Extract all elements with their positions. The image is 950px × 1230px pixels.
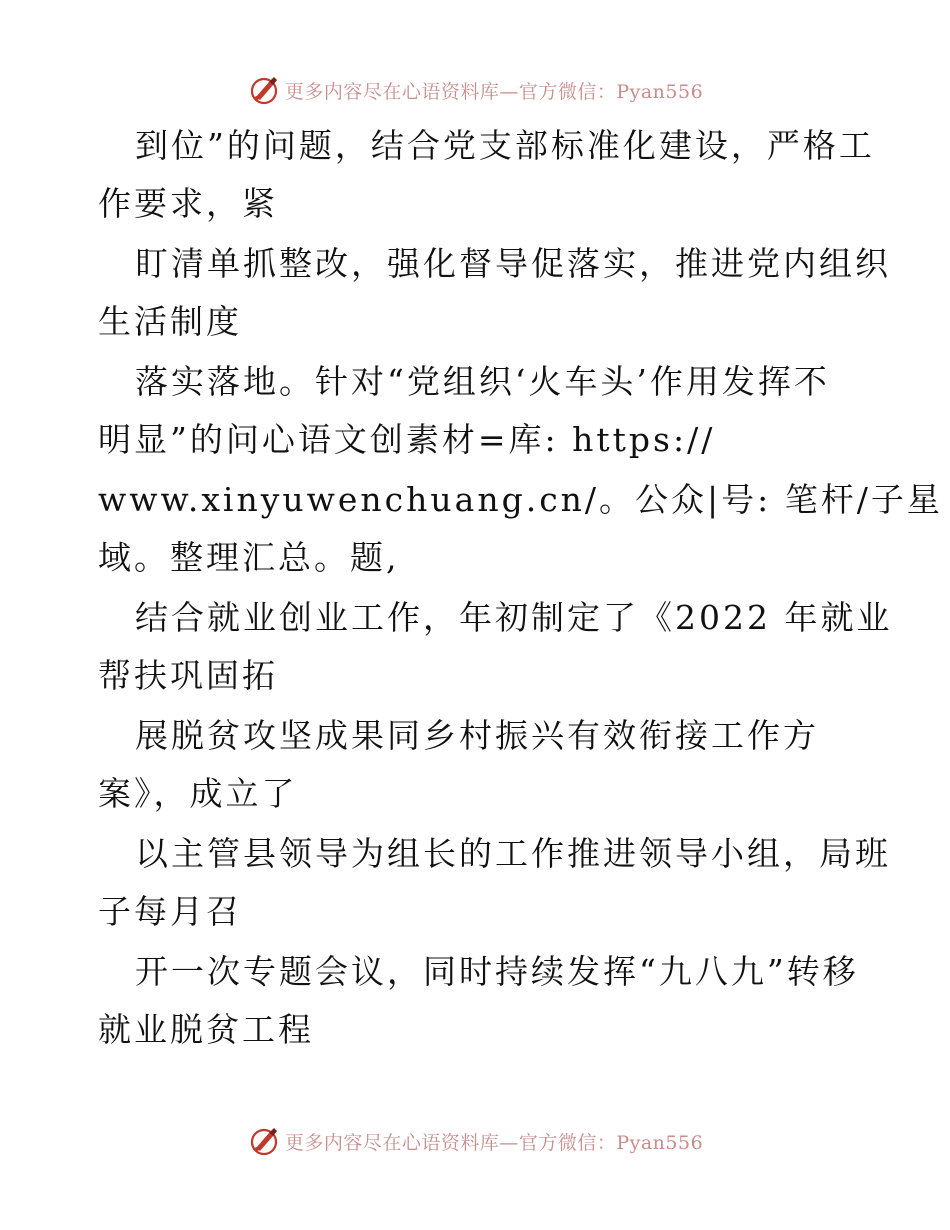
body-line: 就业脱贫工程 [98, 1010, 314, 1049]
body-line: www.xinyuwenchuang.cn/。公众|号: 笔杆/子星 [98, 480, 943, 519]
body-line: 到位”的问题，结合党支部标准化建设，严格工 [135, 126, 875, 165]
brush-logo-icon [247, 1124, 281, 1158]
body-line: 案》，成立了 [98, 774, 298, 813]
body-line: 开一次专题会议，同时持续发挥“九八九”转移 [135, 952, 859, 991]
header-banner [0, 70, 950, 110]
body-line: 作要求，紧 [98, 184, 278, 223]
body-line: 子每月召 [98, 892, 242, 931]
body-line: 落实落地。针对“党组织‘火车头’作用发挥不 [135, 362, 830, 401]
body-line: 生活制度 [98, 302, 242, 341]
body-line: 域。整理汇总。题, [98, 538, 400, 577]
brush-logo-icon [247, 73, 281, 107]
body-line: 明显”的问心语文创素材=库: https:// [98, 420, 716, 459]
body-line: 盯清单抓整改，强化督导促落实，推进党内组织 [135, 244, 891, 283]
body-line: 结合就业创业工作，年初制定了《2022 年就业 [135, 598, 893, 637]
footer-banner [0, 1121, 950, 1161]
body-line: 展脱贫攻坚成果同乡村振兴有效衔接工作方 [135, 716, 819, 755]
body-line: 帮扶巩固拓 [98, 656, 278, 695]
header-banner-text: 更多内容尽在心语资料库—官方微信：Pyan556 [284, 80, 704, 103]
footer-banner-text: 更多内容尽在心语资料库—官方微信：Pyan556 [284, 1131, 704, 1154]
body-line: 以主管县领导为组长的工作推进领导小组，局班 [135, 834, 891, 873]
